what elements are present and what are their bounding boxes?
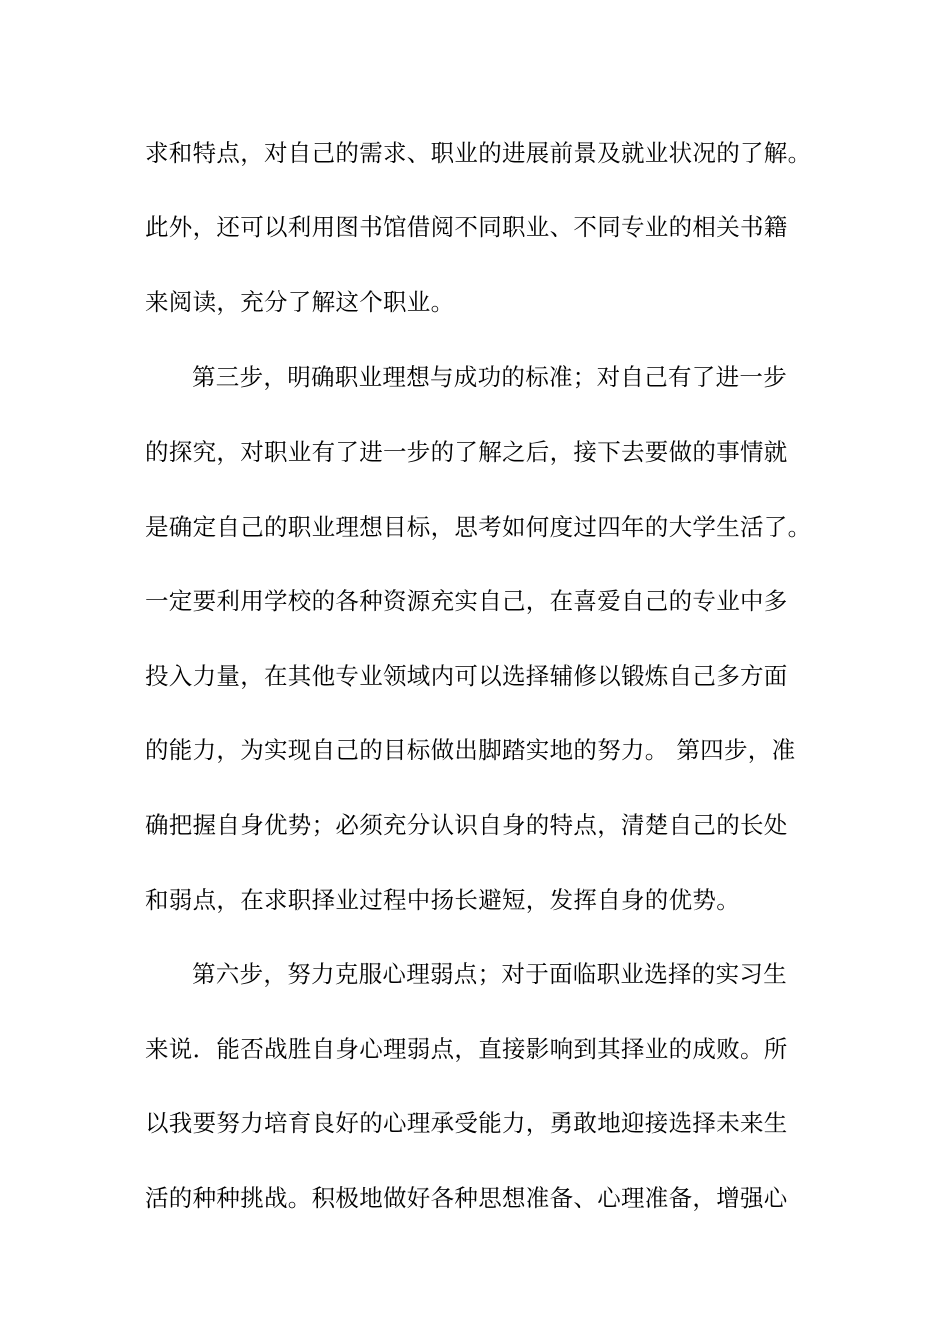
text-line-14: 以我要努力培育良好的心理承受能力，勇敢地迎接选择未来生	[145, 1109, 788, 1137]
paragraph-start-step-three: 第三步，明确职业理想与成功的标准；对自己有了进一步	[192, 363, 787, 391]
text-line-6: 是确定自己的职业理想目标，思考如何度过四年的大学生活了。	[145, 513, 812, 541]
paragraph-start-step-six: 第六步，努力克服心理弱点；对于面临职业选择的实习生	[192, 960, 787, 988]
text-line-11: 和弱点，在求职择业过程中扬长避短，发挥自身的优势。	[145, 886, 740, 914]
text-line-15: 活的种种挑战。积极地做好各种思想准备、心理准备，增强心	[145, 1184, 788, 1212]
text-line-7: 一定要利用学校的各种资源充实自己，在喜爱自己的专业中多	[145, 587, 788, 615]
text-line-1: 求和特点，对自己的需求、职业的进展前景及就业状况的了解。	[145, 139, 812, 167]
text-line-13: 来说．能否战胜自身心理弱点，直接影响到其择业的成败。所	[145, 1035, 788, 1063]
text-line-10: 确把握自身优势；必须充分认识自身的特点，清楚自己的长处	[145, 811, 788, 839]
text-line-3: 来阅读，充分了解这个职业。	[145, 288, 455, 316]
text-line-2: 此外，还可以利用图书馆借阅不同职业、不同专业的相关书籍	[145, 213, 788, 241]
text-line-8: 投入力量，在其他专业领域内可以选择辅修以锻炼自己多方面	[145, 662, 788, 690]
text-line-5: 的探究，对职业有了进一步的了解之后，接下去要做的事情就	[145, 438, 788, 466]
text-line-9: 的能力，为实现自己的目标做出脚踏实地的努力。 第四步，准	[145, 736, 796, 764]
